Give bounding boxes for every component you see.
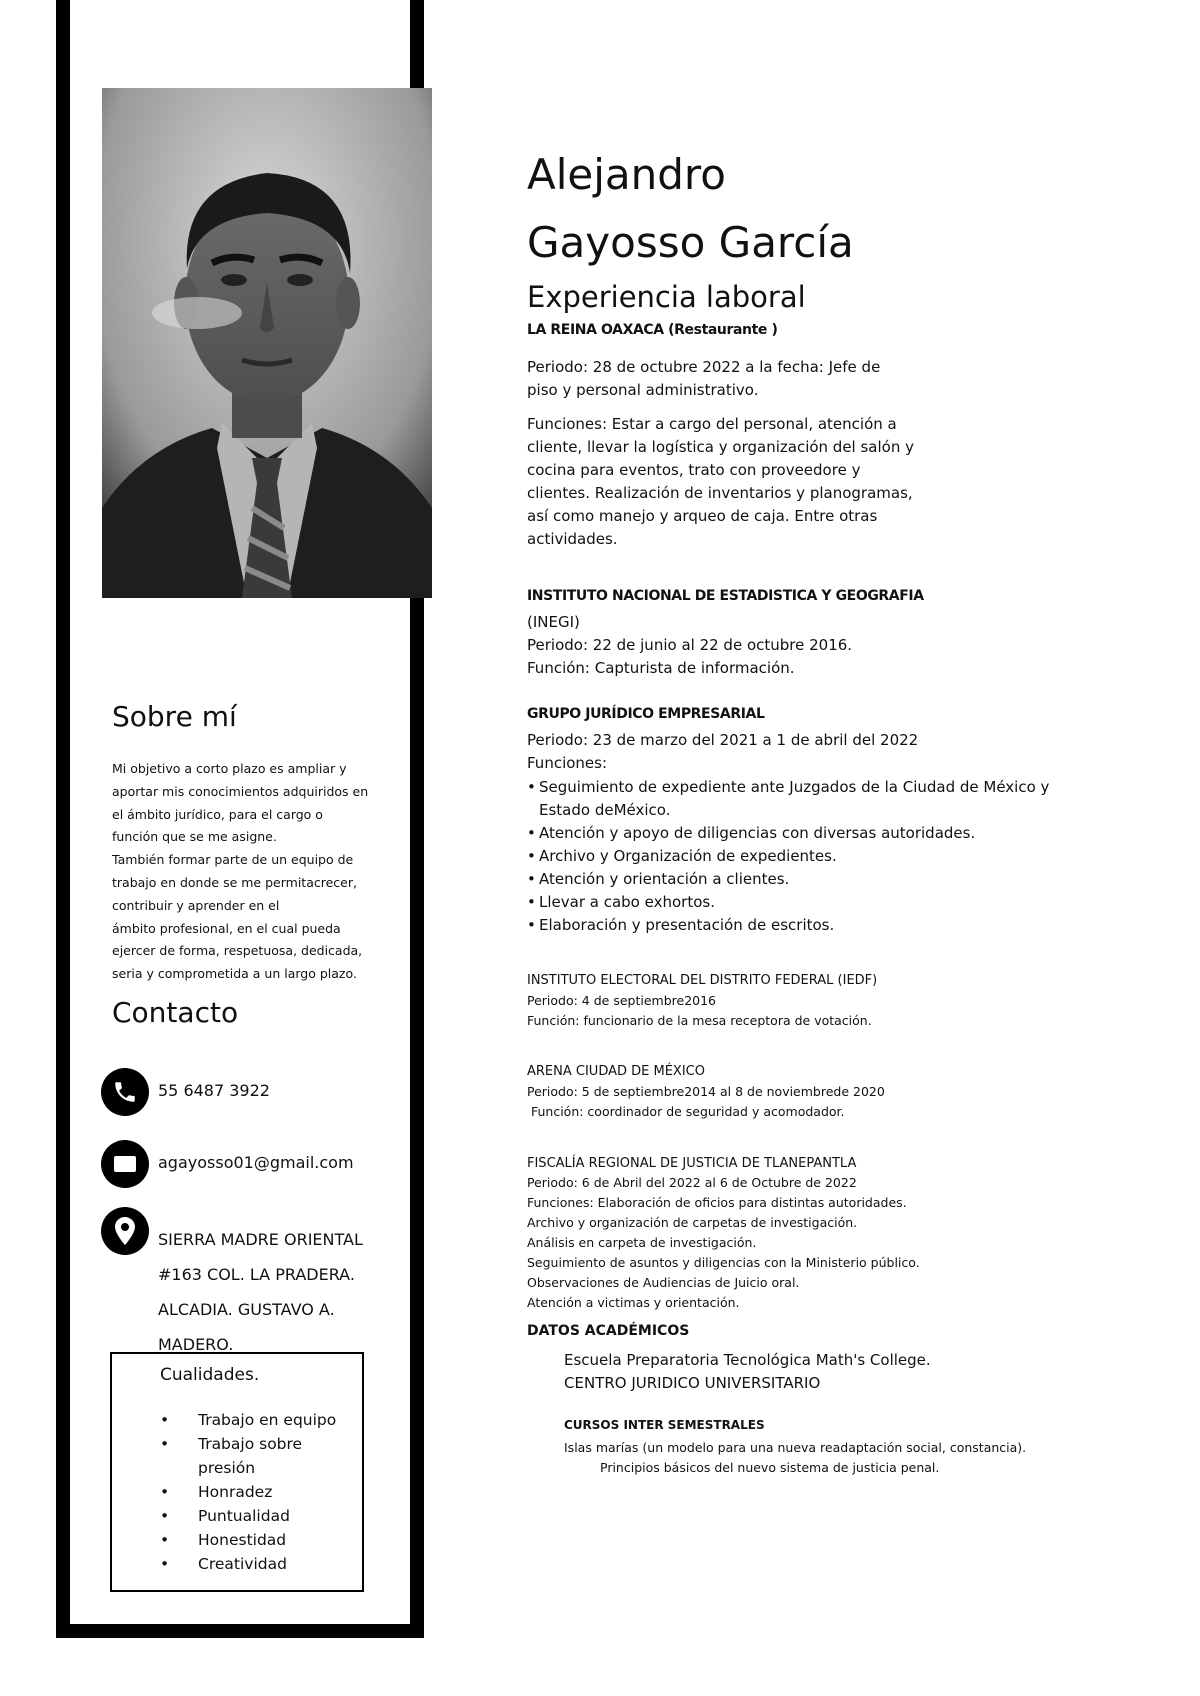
map-pin-icon bbox=[101, 1207, 149, 1255]
job-line: Seguimiento de asuntos y diligencias con la Ministerio público. bbox=[527, 1255, 920, 1270]
envelope-icon bbox=[101, 1140, 149, 1188]
job-bullet: • Elaboración y presentación de escritos. bbox=[527, 914, 1097, 937]
job-line: Periodo: 4 de septiembre2016 bbox=[527, 993, 717, 1008]
job-details bbox=[527, 729, 918, 775]
job-line: Función: Capturista de información. bbox=[527, 659, 795, 677]
job-details bbox=[527, 991, 872, 1031]
job-functions: Funciones: Estar a cargo del personal, atención a cliente, llevar la logística y organización del salón y cocina para eventos, trato con proveedore y clientes. Realización de inventarios y planogramas, así como manejo y arqueo de caja. Entre otras actividades. bbox=[527, 415, 914, 548]
email-link[interactable]: agayosso01@gmail.com bbox=[158, 1153, 354, 1172]
qualities-title: Cualidades. bbox=[160, 1365, 260, 1385]
profile-photo bbox=[102, 88, 432, 598]
about-line: seria y comprometida a un largo plazo. bbox=[112, 966, 357, 982]
about-line: aportar mis conocimientos adquiridos en bbox=[112, 783, 369, 799]
job-line: Periodo: 22 de junio al 22 de octubre 2016. bbox=[527, 636, 853, 654]
last-name: Gayosso García bbox=[527, 218, 854, 267]
job-period: Periodo: 28 de octubre 2022 a la fecha: Jefe de piso y personal administrativo. bbox=[527, 358, 881, 399]
job-line: Observaciones de Audiencias de Juicio oral. bbox=[527, 1275, 800, 1290]
job-company: INSTITUTO NACIONAL DE ESTADISTICA Y GEOGRAFIA bbox=[527, 588, 924, 604]
address-line: SIERRA MADRE ORIENTAL bbox=[158, 1230, 363, 1249]
school-item: CENTRO JURIDICO UNIVERSITARIO bbox=[564, 1374, 821, 1392]
about-line: También formar parte de un equipo de bbox=[112, 852, 354, 868]
phone-icon bbox=[101, 1068, 149, 1116]
about-line: ámbito profesional, en el cual pueda bbox=[112, 920, 341, 936]
job-bullet: • Archivo y Organización de expedientes. bbox=[527, 845, 1097, 868]
job-company: INSTITUTO ELECTORAL DEL DISTRITO FEDERAL (IEDF) bbox=[527, 973, 878, 988]
quality-item: • Puntualidad bbox=[160, 1504, 348, 1528]
address bbox=[158, 1222, 388, 1362]
job-line: Periodo: 6 de Abril del 2022 al 6 de Octubre de 2022 bbox=[527, 1175, 857, 1190]
job-line: Periodo: 23 de marzo del 2021 a 1 de abril del 2022 bbox=[527, 731, 919, 749]
job-line: Funciones: Elaboración de oficios para distintas autoridades. bbox=[527, 1195, 907, 1210]
address-line: MADERO. bbox=[158, 1335, 234, 1354]
job-bullet: • Atención y orientación a clientes. bbox=[527, 868, 1097, 891]
about-line: el ámbito jurídico, para el cargo o bbox=[112, 806, 323, 822]
job-bullet: • Llevar a cabo exhortos. bbox=[527, 891, 1097, 914]
quality-item: • Trabajo sobre presión bbox=[160, 1432, 348, 1480]
course-item: Islas marías (un modelo para una nueva readaptación social, constancia). bbox=[564, 1440, 1027, 1455]
school-item: Escuela Preparatoria Tecnológica Math's College. bbox=[564, 1351, 931, 1369]
job-line: Funciones: bbox=[527, 754, 608, 772]
job-company: ARENA CIUDAD DE MÉXICO bbox=[527, 1064, 705, 1079]
courses-list bbox=[564, 1438, 1026, 1478]
schools-list bbox=[564, 1349, 931, 1395]
courses-title: CURSOS INTER SEMESTRALES bbox=[564, 1418, 765, 1432]
job-details bbox=[527, 1082, 885, 1122]
experience-title: Experiencia laboral bbox=[527, 280, 806, 314]
about-line: contribuir y aprender en el bbox=[112, 897, 280, 913]
first-name: Alejandro bbox=[527, 150, 726, 199]
job-company: GRUPO JURÍDICO EMPRESARIAL bbox=[527, 706, 765, 722]
quality-item: • Creatividad bbox=[160, 1552, 348, 1576]
job-line: Análisis en carpeta de investigación. bbox=[527, 1235, 757, 1250]
about-text bbox=[112, 758, 392, 986]
quality-item: • Trabajo en equipo bbox=[160, 1408, 348, 1432]
quality-item: • Honradez bbox=[160, 1480, 348, 1504]
job-bullet: • Atención y apoyo de diligencias con diversas autoridades. bbox=[527, 822, 1097, 845]
job-line: Función: funcionario de la mesa receptora de votación. bbox=[527, 1013, 872, 1028]
job-line: Periodo: 5 de septiembre2014 al 8 de noviembrede 2020 bbox=[527, 1084, 885, 1099]
about-line: trabajo en donde se me permitacrecer, bbox=[112, 874, 357, 890]
job-bullet: • Seguimiento de expediente ante Juzgados de la Ciudad de México y Estado deMéxico. bbox=[527, 776, 1097, 822]
job-company: FISCALÍA REGIONAL DE JUSTICIA DE TLANEPANTLA bbox=[527, 1156, 857, 1171]
job-line: (INEGI) bbox=[527, 613, 580, 631]
job-details bbox=[527, 1173, 920, 1313]
job-line: Archivo y organización de carpetas de investigación. bbox=[527, 1215, 858, 1230]
academic-title: DATOS ACADÉMICOS bbox=[527, 1323, 690, 1339]
phone-number[interactable]: 55 6487 3922 bbox=[158, 1081, 270, 1100]
quality-item: • Honestidad bbox=[160, 1528, 348, 1552]
about-line: Mi objetivo a corto plazo es ampliar y bbox=[112, 761, 347, 776]
about-line: función que se me asigne. bbox=[112, 829, 277, 845]
job-line: Atención a victimas y orientación. bbox=[527, 1295, 740, 1310]
address-line: ALCADIA. GUSTAVO A. bbox=[158, 1300, 335, 1319]
about-line: ejercer de forma, respetuosa, dedicada, bbox=[112, 943, 363, 959]
job-company: LA REINA OAXACA (Restaurante ) bbox=[527, 322, 778, 338]
job-bullets bbox=[527, 776, 1097, 937]
about-title: Sobre mí bbox=[112, 700, 237, 733]
job-details bbox=[527, 611, 852, 680]
contact-title: Contacto bbox=[112, 996, 239, 1029]
qualities-list bbox=[160, 1408, 348, 1576]
address-line: #163 COL. LA PRADERA. bbox=[158, 1265, 355, 1284]
course-item: Principios básicos del nuevo sistema de justicia penal. bbox=[600, 1460, 940, 1475]
job-line: Función: coordinador de seguridad y acomodador. bbox=[527, 1104, 845, 1119]
